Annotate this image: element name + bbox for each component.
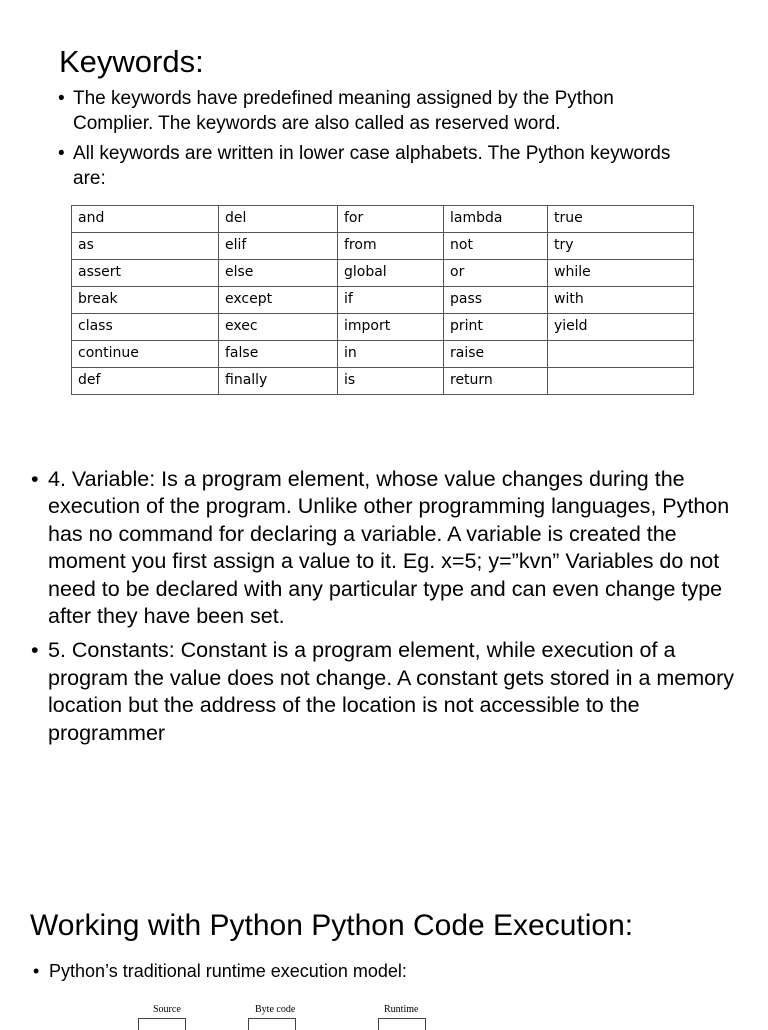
table-cell: pass (444, 287, 548, 314)
table-cell: return (444, 368, 548, 395)
table-row (72, 368, 694, 395)
table-cell: as (72, 233, 219, 260)
table-cell: elif (219, 233, 338, 260)
variables-constants-bullet-list (31, 466, 743, 754)
table-cell: false (219, 341, 338, 368)
diagram-label-byte-code: Byte code (255, 1004, 296, 1015)
table-cell: or (444, 260, 548, 287)
table-cell: try (548, 233, 694, 260)
table-cell: from (338, 233, 444, 260)
table-row (72, 260, 694, 287)
execution-bullet-list (33, 958, 407, 984)
table-cell: global (338, 260, 444, 287)
section-title: Working with Python Python Code Execution: (30, 909, 634, 942)
table-cell: break (72, 287, 219, 314)
table-cell: print (444, 314, 548, 341)
table-cell: is (338, 368, 444, 395)
table-cell (548, 341, 694, 368)
table-cell: finally (219, 368, 338, 395)
table-cell: if (338, 287, 444, 314)
table-cell: with (548, 287, 694, 314)
table-row (72, 206, 694, 233)
diagram-label-source: Source (153, 1004, 181, 1015)
bullet-item: • Python’s traditional runtime execution model: (33, 958, 407, 984)
table-cell: for (338, 206, 444, 233)
table-cell: while (548, 260, 694, 287)
table-cell: yield (548, 314, 694, 341)
diagram-box-byte-code (248, 1018, 296, 1030)
table-cell: continue (72, 341, 219, 368)
bullet-item-variable: • 4. Variable: Is a program element, whose value changes during the execution of the program. Unlike other programming languages, Python has no command for declaring a variable. A variable is created the moment you first assign a value to it. Eg. x=5; y=”kvn” Variables do not need to be declared with any particular type and can even change type after they have been set. (31, 466, 743, 630)
bullet-item: • The keywords have predefined meaning assigned by the Python Complier. The keywords are also called as reserved word. (58, 86, 698, 136)
keywords-table (71, 205, 694, 395)
execution-model-diagram (120, 1000, 460, 1024)
table-cell: lambda (444, 206, 548, 233)
table-cell (548, 368, 694, 395)
table-row (72, 287, 694, 314)
bullet-item: • All keywords are written in lower case alphabets. The Python keywords are: (58, 141, 698, 191)
table-cell: true (548, 206, 694, 233)
table-cell: not (444, 233, 548, 260)
bullet-item-constant: • 5. Constants: Constant is a program element, while execution of a program the value does not change. A constant gets stored in a memory location but the address of the location is not accessible to the programmer (31, 637, 743, 747)
table-cell: except (219, 287, 338, 314)
table-cell: class (72, 314, 219, 341)
table-cell: raise (444, 341, 548, 368)
table-cell: exec (219, 314, 338, 341)
table-cell: import (338, 314, 444, 341)
table-row (72, 314, 694, 341)
table-cell: and (72, 206, 219, 233)
table-cell: assert (72, 260, 219, 287)
diagram-box-runtime (378, 1018, 426, 1030)
table-cell: def (72, 368, 219, 395)
slide-title: Keywords: (59, 44, 204, 79)
table-row (72, 341, 694, 368)
keywords-table-body (72, 206, 694, 395)
keywords-bullet-list (58, 86, 698, 196)
table-cell: in (338, 341, 444, 368)
table-row (72, 233, 694, 260)
diagram-box-source (138, 1018, 186, 1030)
diagram-label-runtime: Runtime (384, 1004, 419, 1015)
table-cell: else (219, 260, 338, 287)
table-cell: del (219, 206, 338, 233)
